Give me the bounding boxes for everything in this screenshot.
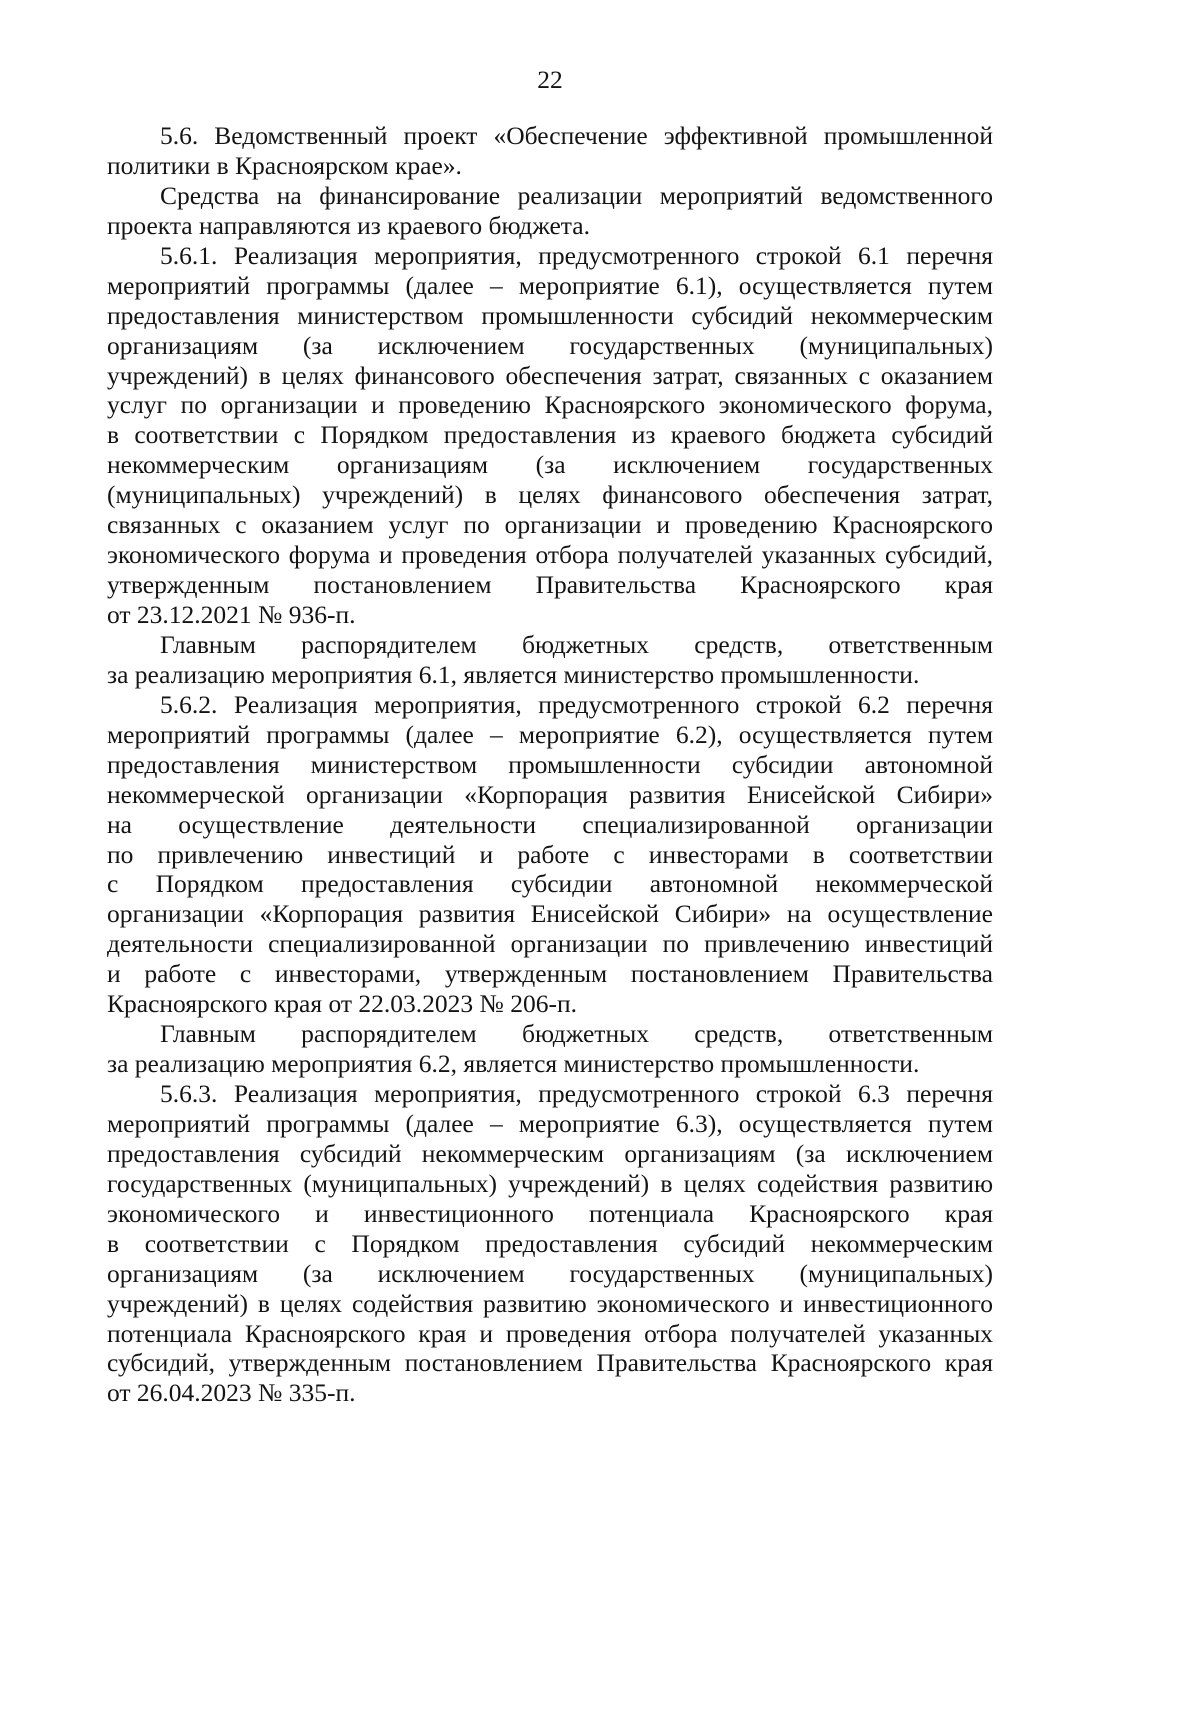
item-5-6-2-paragraph xyxy=(107,690,993,1019)
text-line: экономического и инвестиционного потенциала Красноярского края xyxy=(107,1198,993,1228)
text-line: экономического форума и проведения отбора получателей указанных субсидий, xyxy=(107,540,993,570)
text-line: с Порядком предоставления субсидии автономной некоммерческой xyxy=(107,869,993,899)
text-line: за реализацию мероприятия 6.2, является министерство промышленности. xyxy=(107,1049,920,1079)
text-line: Главным распорядителем бюджетных средств, ответственным xyxy=(160,1019,993,1049)
text-line: 5.6.1. Реализация мероприятия, предусмотренного строкой 6.1 перечня xyxy=(160,240,993,270)
text-line: государственных (муниципальных) учреждений) в целях содействия развитию xyxy=(107,1168,993,1198)
budget-manager-6-2-paragraph xyxy=(107,1019,993,1079)
text-line: организации «Корпорация развития Енисейской Сибири» на осуществление xyxy=(107,899,993,929)
text-line: Красноярского края от 22.03.2023 № 206-п. xyxy=(107,989,577,1019)
funding-source-paragraph xyxy=(107,181,993,241)
text-line: некоммерческим организациям (за исключением государственных xyxy=(107,450,993,480)
text-line: от 26.04.2023 № 335-п. xyxy=(107,1378,356,1408)
text-line: деятельности специализированной организации по привлечению инвестиций xyxy=(107,929,993,959)
document-body xyxy=(107,121,993,1408)
text-line: предоставления министерством промышленности субсидии автономной xyxy=(107,749,993,779)
text-line: на осуществление деятельности специализированной организации xyxy=(107,809,993,839)
text-line: от 23.12.2021 № 936-п. xyxy=(107,600,356,629)
text-line: учреждений) в целях содействия развитию экономического и инвестиционного xyxy=(107,1288,993,1318)
text-line: Главным распорядителем бюджетных средств, ответственным xyxy=(160,629,993,659)
text-line: организациям (за исключением государственных (муниципальных) xyxy=(107,1258,993,1288)
text-line: (муниципальных) учреждений) в целях финансового обеспечения затрат, xyxy=(107,480,993,510)
budget-manager-6-1-paragraph xyxy=(107,630,993,690)
text-line: услуг по организации и проведению Красноярского экономического форума, xyxy=(107,390,993,420)
text-line: учреждений) в целях финансового обеспечения затрат, связанных с оказанием xyxy=(107,360,993,390)
page-number: 22 xyxy=(537,65,563,94)
text-line: мероприятий программы (далее – мероприятие 6.2), осуществляется путем xyxy=(107,719,993,749)
text-line: мероприятий программы (далее – мероприятие 6.3), осуществляется путем xyxy=(107,1108,993,1138)
text-line: связанных с оказанием услуг по организации и проведению Красноярского xyxy=(107,510,993,540)
text-line: в соответствии с Порядком предоставления субсидий некоммерческим xyxy=(107,1228,993,1258)
text-line: мероприятий программы (далее – мероприятие 6.1), осуществляется путем xyxy=(107,270,993,300)
text-line: утвержденным постановлением Правительства Красноярского края xyxy=(107,570,993,600)
item-5-6-3-paragraph xyxy=(107,1079,993,1408)
text-line: предоставления субсидий некоммерческим организациям (за исключением xyxy=(107,1138,993,1168)
text-line: организациям (за исключением государственных (муниципальных) xyxy=(107,330,993,360)
text-line: некоммерческой организации «Корпорация развития Енисейской Сибири» xyxy=(107,779,993,809)
text-line: потенциала Красноярского края и проведения отбора получателей указанных xyxy=(107,1318,993,1348)
text-line: за реализацию мероприятия 6.1, является министерство промышленности. xyxy=(107,659,920,689)
text-line: предоставления министерством промышленности субсидий некоммерческим xyxy=(107,300,993,330)
text-line: в соответствии с Порядком предоставления из краевого бюджета субсидий xyxy=(107,420,993,450)
text-line: Средства на финансирование реализации мероприятий ведомственного xyxy=(160,180,993,210)
text-line: по привлечению инвестиций и работе с инвесторами в соответствии xyxy=(107,839,993,869)
text-line: и работе с инвесторами, утвержденным постановлением Правительства xyxy=(107,959,993,989)
text-line: 5.6.2. Реализация мероприятия, предусмотренного строкой 6.2 перечня xyxy=(160,689,993,719)
text-line: политики в Красноярском крае». xyxy=(107,150,462,180)
text-line: 5.6. Ведомственный проект «Обеспечение эффективной промышленной xyxy=(160,121,993,150)
text-line: субсидий, утвержденным постановлением Правительства Красноярского края xyxy=(107,1348,993,1378)
text-line: проекта направляются из краевого бюджета. xyxy=(107,210,590,240)
item-5-6-1-paragraph xyxy=(107,241,993,630)
section-5-6-heading xyxy=(107,121,993,181)
text-line: 5.6.3. Реализация мероприятия, предусмотренного строкой 6.3 перечня xyxy=(160,1079,993,1108)
